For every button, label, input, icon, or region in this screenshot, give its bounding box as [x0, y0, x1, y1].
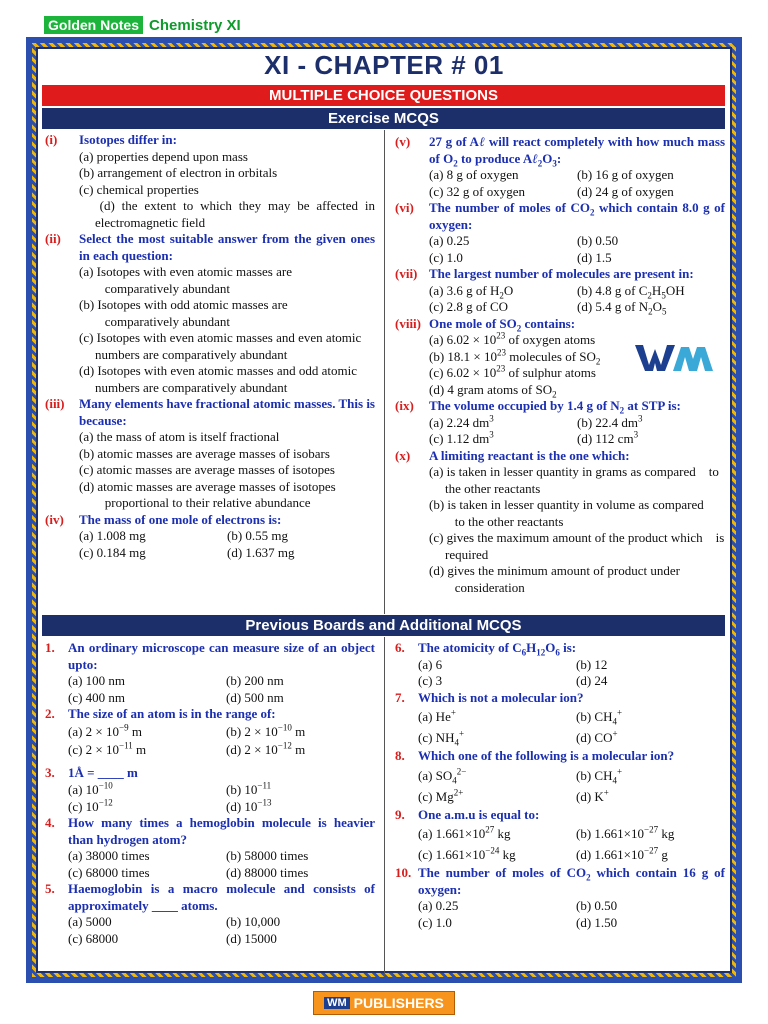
option-row: (a) 5000 (b) 10,000: [68, 914, 281, 929]
option: (b) $18.1 \times 10^{23}$ molecules of $SO_2$: [429, 347, 601, 367]
option-row: (a) 1.008 mg (b) 0.55 mg: [79, 528, 289, 543]
option-row: (c) $2 \times 10^{-11}$ m (d) $2 \times 10^{-12}$ m: [68, 740, 306, 757]
option-row: (a) $1.661\times 10^{27}$ kg (b) $1.661\times 10^{-27}$ kg: [418, 824, 675, 841]
question-x: [395, 448, 725, 597]
question-iv: [45, 512, 375, 562]
question-i: [45, 132, 375, 231]
wm-logo-icon: [635, 343, 713, 373]
option-row: (c) $10^{-12}$ (d) $10^{-13}$: [68, 797, 272, 814]
question-text: The number of moles of $CO_2$ which contain 16 g of oxygen:: [418, 865, 725, 897]
question-text: The size of an atom is in the range of:: [68, 706, 276, 721]
chapter-title: XI - CHAPTER # 01: [264, 50, 504, 80]
question-number: 8.: [395, 748, 405, 763]
question-text: The number of moles of $CO_2$ which contain 8.0 g of oxygen:: [429, 200, 725, 232]
question-text: A limiting reactant is the one which:: [429, 447, 630, 463]
question-text: 27 g of Aℓ will react completely with how much mass of $O_2$ to produce $A\ell_2O_3$:: [429, 134, 726, 169]
option-row: (a) 38000 times (b) 58000 times: [68, 848, 309, 863]
question-v: [395, 134, 725, 200]
question-text: Haemoglobin is a macro molecule and consists of approximately ____ atoms.: [68, 881, 375, 913]
question-5: [45, 881, 375, 947]
option: (c) chemical properties: [79, 181, 199, 197]
question-3: [45, 765, 375, 816]
question-text: The mass of one mole of electrons is:: [79, 511, 282, 527]
section-banner-mcq: MULTIPLE CHOICE QUESTIONS: [42, 85, 725, 106]
question-7: [395, 690, 725, 749]
publisher-name: PUBLISHERS: [353, 995, 444, 1011]
option: (a) Isotopes with even atomic masses are comparatively abundant: [79, 264, 292, 296]
option: (d) the extent to which they may be affected in electromagnetic field: [79, 198, 375, 230]
option-row: (a) $2 \times 10^{-9}$ m (b) $2 \times 10^{-10}$ m: [68, 722, 306, 739]
boards-right-column: [395, 640, 725, 931]
question-number: (vii): [395, 266, 418, 281]
option-row: (c) 3 (d) 24: [418, 673, 608, 688]
question-number: 9.: [395, 806, 405, 822]
question-number: (x): [395, 447, 411, 463]
question-number: 2.: [45, 706, 55, 721]
option-row: (c) 68000 (d) 15000: [68, 930, 277, 946]
question-number: (ii): [45, 231, 61, 246]
question-vi: [395, 200, 725, 266]
section-banner-boards: Previous Boards and Additional MCQS: [42, 615, 725, 636]
option-row: (a) 100 nm (b) 200 nm: [68, 673, 284, 688]
option: (d) gives the minimum amount of product under consideration: [429, 563, 680, 595]
question-text: An ordinary microscope can measure size of an object upto:: [68, 640, 375, 672]
question-number: (iv): [45, 511, 64, 527]
question-number: 6.: [395, 640, 405, 655]
question-text: Which is not a molecular ion?: [418, 689, 584, 705]
option-row: (a) He+ (b) $CH_4^+$: [418, 707, 623, 727]
option: (c) gives the maximum amount of the product which is required: [429, 530, 725, 562]
section-banner-exercise: Exercise MCQS: [42, 108, 725, 129]
question-text: The atomicity of $C_6H_{12}O_6$ is:: [418, 640, 577, 658]
question-9: [395, 807, 725, 866]
question-2: [45, 706, 375, 759]
question-text: Isotopes differ in:: [79, 132, 177, 147]
option: (c) $6.02 \times 10^{23}$ of sulphur atoms: [429, 363, 596, 380]
question-number: (i): [45, 132, 58, 147]
option-row: (c) 1.12 $dm^3$ (d) 112 $cm^3$: [429, 429, 639, 446]
option-row: (c) 32 g of oxygen (d) 24 g of oxygen: [429, 183, 674, 199]
question-number: 7.: [395, 689, 405, 705]
column-divider: [384, 637, 385, 977]
question-text: How many times a hemoglobin molecule is heavier than hydrogen atom?: [68, 815, 375, 847]
question-1: [45, 640, 375, 706]
question-text: The largest number of molecules are present in:: [429, 266, 694, 281]
question-number: (vi): [395, 200, 414, 215]
option: (b) arrangement of electron in orbitals: [79, 165, 278, 180]
question-ii: [45, 231, 375, 396]
question-6: [395, 640, 725, 690]
option: (b) Isotopes with odd atomic masses are comparatively abundant: [79, 297, 288, 329]
page-header: [44, 15, 241, 35]
option-row: (c) 400 nm (d) 500 nm: [68, 689, 284, 705]
question-text: Many elements have fractional atomic masses. This is because:: [79, 396, 375, 428]
question-number: (ix): [395, 398, 414, 413]
question-number: (v): [395, 134, 411, 149]
option-row: (a) $10^{-10}$ (b) $10^{-11}$: [68, 780, 272, 797]
option-row: (c) $1.661\times 10^{-24}$ kg (d) $1.661\times 10^{-27}$ g: [418, 845, 668, 862]
option: (a) properties depend upon mass: [79, 148, 248, 164]
option: (d) atomic masses are average masses of isotopes proportional to their relative abundance: [79, 478, 336, 510]
question-text: 1Å = ____ m: [68, 764, 138, 780]
question-number: 10.: [395, 865, 412, 880]
question-number: (viii): [395, 315, 421, 331]
question-number: 4.: [45, 815, 55, 830]
option: (b) atomic masses are average masses of isobars: [79, 445, 330, 461]
option-row: (a) 8 g of oxygen (b) 16 g of oxygen: [429, 167, 674, 182]
option-row: (c) 2.8 g of CO (d) 5.4 g of $N_2O_5$: [429, 299, 667, 317]
option: (d) Isotopes with even atomic masses and odd atomic numbers are comparatively abundant: [79, 363, 357, 395]
option: (a) the mass of atom is itself fractional: [79, 429, 280, 444]
question-number: 3.: [45, 764, 55, 780]
option-row: (a) $SO_4^{2-}$ (b) $CH_4^+$: [418, 766, 623, 786]
option: (a) is taken in lesser quantity in grams as compared to the other reactants: [429, 464, 719, 496]
option: (a) $6.02 \times 10^{23}$ of oxygen atoms: [429, 330, 596, 347]
question-number: 5.: [45, 881, 55, 896]
subject-title: Chemistry XI: [149, 16, 241, 34]
option-row: (c) 1.0 (d) 1.5: [429, 249, 612, 265]
question-iii: [45, 396, 375, 512]
question-ix: [395, 398, 725, 448]
question-number: (iii): [45, 396, 65, 411]
option-row: (a) 0.25 (b) 0.50: [429, 233, 619, 248]
option-row: (c) $NH_4^+$ (d) CO+: [418, 728, 618, 748]
option-row: (c) 1.0 (d) 1.50: [418, 914, 618, 930]
option: (c) Isotopes with even atomic masses and even atomic numbers are comparatively abundant: [79, 330, 362, 362]
option-row: (c) $Mg^{2+}$ (d) K+: [418, 787, 609, 804]
question-8: [395, 748, 725, 807]
column-divider: [384, 130, 385, 614]
option: (b) is taken in lesser quantity in volume as compared to the other reactants: [429, 497, 704, 529]
question-text: One a.m.u is equal to:: [418, 806, 540, 822]
brand-badge: Golden Notes: [44, 16, 143, 34]
question-text: One mole of $SO_2$ contains:: [429, 315, 576, 334]
question-4: [45, 815, 375, 881]
question-text: Which one of the following is a molecular ion?: [418, 748, 675, 763]
option-row: (a) 3.6 g of $H_2O$ (b) 4.8 g of $C_2H_5OH$: [429, 282, 685, 301]
question-10: [395, 865, 725, 931]
option: (c) atomic masses are average masses of isotopes: [79, 462, 335, 477]
question-number: 1.: [45, 640, 55, 655]
exercise-left-column: [45, 132, 375, 561]
option-row: (c) 0.184 mg (d) 1.637 mg: [79, 544, 295, 560]
publisher-footer: [313, 991, 455, 1015]
option: (d) 4 gram atoms of $SO_2$: [429, 381, 557, 400]
option-row: (a) 6 (b) 12: [418, 656, 608, 672]
question-vii: [395, 266, 725, 316]
option-row: (a) 0.25 (b) 0.50: [418, 898, 618, 913]
question-text: Select the most suitable answer from the given ones in each question:: [79, 231, 375, 263]
question-text: The volume occupied by 1.4 g of $N_2$ at STP is:: [429, 398, 681, 416]
boards-left-column: [45, 640, 375, 947]
publisher-logo-icon: WM: [324, 997, 350, 1009]
option-row: (a) 2.24 $dm^3$ (b) 22.4 $dm^3$: [429, 413, 643, 430]
option-row: (c) 68000 times (d) 88000 times: [68, 864, 309, 880]
